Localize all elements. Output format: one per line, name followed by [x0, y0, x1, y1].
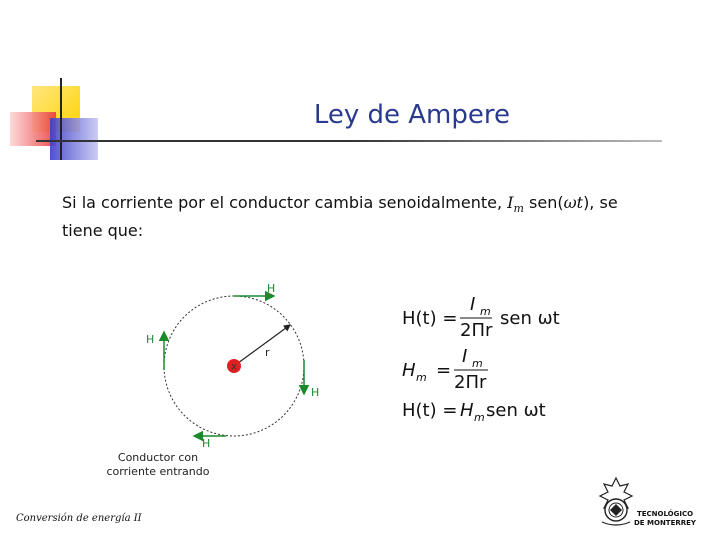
slide-title: Ley de Ampere	[313, 100, 510, 130]
eq1-den: 2Πr	[460, 320, 493, 341]
eq2-num-m: m	[472, 357, 483, 370]
label-h-right: H	[311, 386, 320, 399]
label-h-left: H	[146, 333, 155, 346]
eq2-num-i: I	[462, 346, 468, 367]
equations	[396, 290, 596, 430]
title-underline	[36, 140, 662, 142]
eq3-m: m	[474, 411, 485, 424]
radius-arrow	[234, 325, 290, 366]
ampere-diagram	[100, 280, 340, 480]
deco-blue-square	[50, 118, 98, 160]
slide-body-text	[62, 192, 642, 242]
caption-line2: corriente entrando	[106, 465, 210, 478]
eq3-h: H	[460, 400, 474, 421]
eq3-rhs: sen ωt	[486, 400, 546, 421]
logo-line2: DE MONTERREY	[634, 519, 696, 527]
label-h-top: H	[267, 282, 276, 295]
body-current-subscript: m	[513, 202, 524, 216]
body-line1-part-c: ), se	[583, 193, 618, 212]
tec-monterrey-logo	[596, 474, 636, 530]
eq1-num-i: I	[470, 294, 476, 315]
eq1-lhs: H(t) =	[402, 308, 458, 329]
deco-vertical-line	[60, 78, 62, 160]
eq2-den: 2Πr	[454, 372, 487, 393]
eq2-equals: =	[436, 360, 452, 381]
caption-line1: Conductor con	[117, 451, 199, 464]
eq1-rhs: sen ωt	[500, 308, 560, 329]
body-current-symbol: I	[507, 193, 514, 212]
body-line1-part-a: Si la corriente por el conductor cambia senoidalmente,	[62, 193, 508, 212]
eq2-lhs-m: m	[416, 371, 427, 384]
label-h-bottom: H	[202, 437, 211, 450]
conductor-mark: x	[231, 361, 237, 373]
body-omega-t: ωt	[563, 193, 584, 212]
eq3-lhs: H(t) =	[402, 400, 458, 421]
eq1-num-m: m	[480, 305, 491, 318]
eq2-lhs-h: H	[402, 360, 416, 381]
footer-course-name: Conversión de energía II	[16, 513, 142, 524]
logo-line1: TECNOLÓGICO	[636, 510, 694, 518]
logo-wordmark	[634, 510, 696, 528]
body-line2: tiene que:	[62, 221, 144, 241]
label-r: r	[265, 346, 270, 359]
body-line1-part-b: sen(	[523, 193, 564, 212]
